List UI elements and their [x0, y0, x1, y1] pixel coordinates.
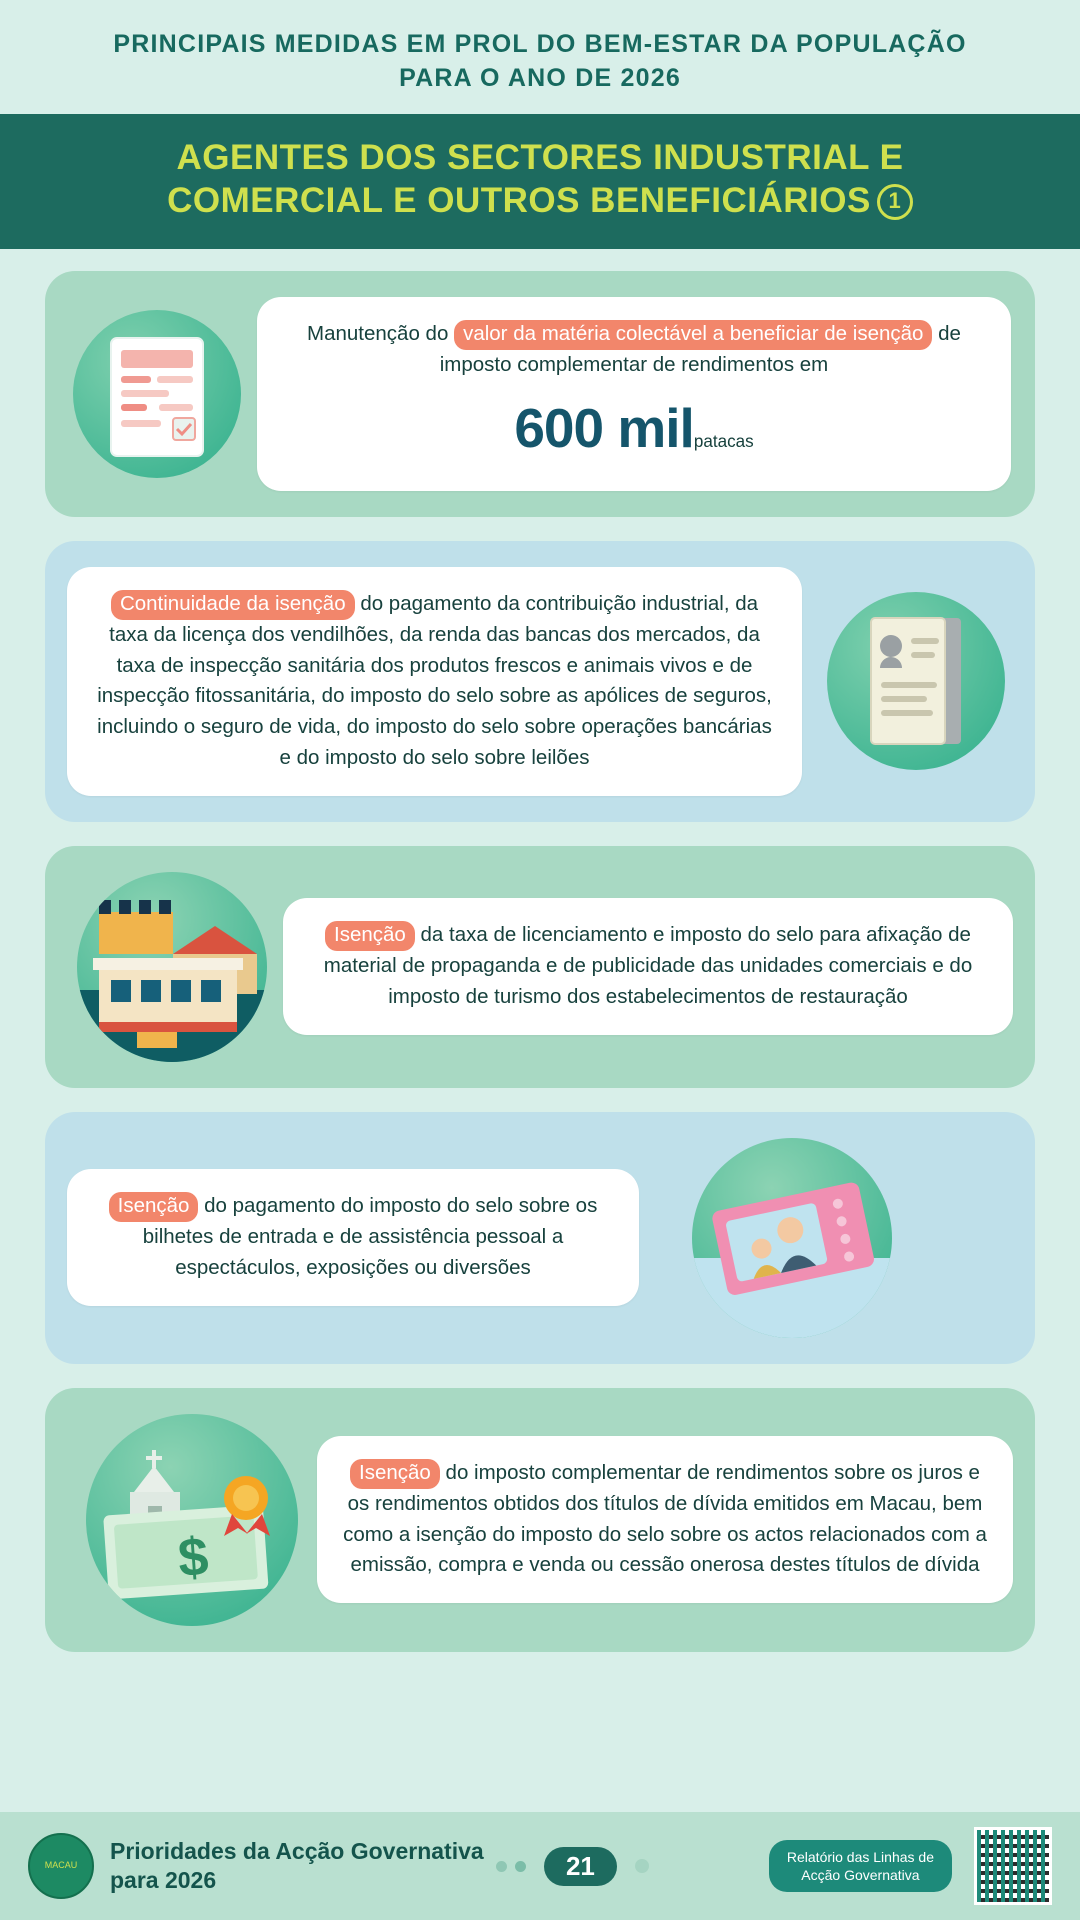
footer-title-line-2: para 2026 — [110, 1867, 217, 1893]
event-ticket-icon — [692, 1138, 892, 1338]
macau-emblem-icon — [28, 1833, 94, 1899]
card-3-text — [283, 898, 1013, 1034]
banner-line-1: AGENTES DOS SECTORES INDUSTRIAL E — [176, 137, 904, 177]
card-tax-exemption-threshold — [45, 271, 1035, 517]
page-dot — [635, 1859, 649, 1873]
banner-line-2: COMERCIAL E OUTROS BENEFICIÁRIOS — [167, 181, 871, 221]
report-button-line-2: Acção Governativa — [801, 1867, 920, 1883]
kicker-line-1: PRINCIPAIS MEDIDAS EM PROL DO BEM-ESTAR DA POPULAÇÃO — [113, 30, 967, 58]
card-2-text-after: do pagamento da contribuição industrial, da taxa da licença dos vendilhões, da renda das bancas dos mercados, da taxa de inspecção sanitária dos produtos frescos e animais vivos e de inspecção fitossanitária, do imposto do selo sobre as apólices de seguros, incluindo o seguro de vida, do imposto do selo sobre operações bancárias e do imposto do selo sobre leilões — [97, 592, 772, 769]
card-1-text — [257, 297, 1011, 491]
qr-code[interactable] — [974, 1827, 1052, 1905]
macau-emblem-label: MACAU — [44, 1860, 78, 1871]
card-continued-exemptions — [45, 541, 1035, 822]
card-4-highlight: Isenção — [109, 1192, 199, 1222]
page-number: 21 — [544, 1847, 617, 1886]
tax-form-illustration — [67, 310, 247, 478]
svg-text:$: $ — [176, 1526, 211, 1588]
banknote-medal-icon — [86, 1414, 298, 1626]
card-4-text-after: do pagamento do imposto do selo sobre os bilhetes de entrada e de assistência pessoal a espectáculos, exposições ou diversões — [142, 1194, 598, 1279]
card-1-text-before: Manutenção do — [307, 322, 449, 345]
cards-container — [0, 249, 1080, 1652]
card-1-highlight: valor da matéria colectável a beneficiar de isenção — [454, 320, 932, 350]
card-1-text-after: de imposto complementar de rendimentos em — [439, 322, 961, 376]
card-debt-securities-exemption — [45, 1388, 1035, 1652]
licence-document-illustration — [818, 592, 1013, 770]
banknote-medal-illustration — [67, 1414, 317, 1626]
footer-title-line-1: Prioridades da Acção Governativa — [110, 1838, 484, 1865]
event-ticket-icon-svg — [692, 1138, 892, 1338]
card-4-text — [67, 1169, 639, 1305]
card-tickets-exemption — [45, 1112, 1035, 1364]
banknote-medal-icon-svg — [86, 1414, 298, 1626]
banner-section-number: 1 — [877, 184, 913, 220]
report-button-line-1: Relatório das Linhas de — [786, 1848, 934, 1865]
card-advertising-exemption — [45, 846, 1035, 1088]
tax-form-icon — [73, 310, 241, 478]
card-1-amount-unit: patacas — [693, 431, 754, 451]
card-5-text — [317, 1436, 1013, 1603]
card-3-highlight: Isenção — [325, 921, 415, 951]
kicker-line-2: PARA O ANO DE 2026 — [399, 63, 681, 92]
shop-building-icon-svg — [77, 872, 267, 1062]
page-kicker — [0, 0, 1080, 114]
card-1-amount: 600 mil — [514, 396, 694, 459]
licence-document-icon-svg — [827, 592, 1005, 770]
event-ticket-illustration — [647, 1138, 937, 1338]
card-3-text-after: da taxa de licenciamento e imposto do selo para afixação de material de propaganda e de publicidade das unidades comerciais e do imposto de turismo dos estabelecimentos de restauração — [323, 923, 973, 1008]
tax-form-icon-svg — [73, 310, 241, 478]
shop-building-illustration — [67, 872, 277, 1062]
card-2-text — [67, 567, 802, 796]
page-indicator — [496, 1847, 649, 1886]
licence-document-icon — [827, 592, 1005, 770]
page-dot — [515, 1861, 526, 1872]
report-button[interactable] — [769, 1840, 952, 1892]
card-5-text-after: do imposto complementar de rendimentos sobre os juros e os rendimentos obtidos dos títulos de dívida emitidos em Macau, bem como a isenção do imposto do selo sobre os actos relacionados com a emissão, compra e venda ou cessão onerosa destes títulos de dívida — [343, 1461, 987, 1577]
page-footer — [0, 1812, 1080, 1920]
footer-title — [110, 1837, 484, 1895]
page-dot — [496, 1861, 507, 1872]
card-5-highlight: Isenção — [350, 1459, 440, 1489]
page-title-banner — [0, 114, 1080, 250]
card-2-highlight: Continuidade da isenção — [111, 590, 355, 620]
qr-code-pattern — [977, 1830, 1049, 1902]
shop-building-icon — [77, 872, 267, 1062]
banner-line-2-wrap — [40, 179, 1040, 223]
